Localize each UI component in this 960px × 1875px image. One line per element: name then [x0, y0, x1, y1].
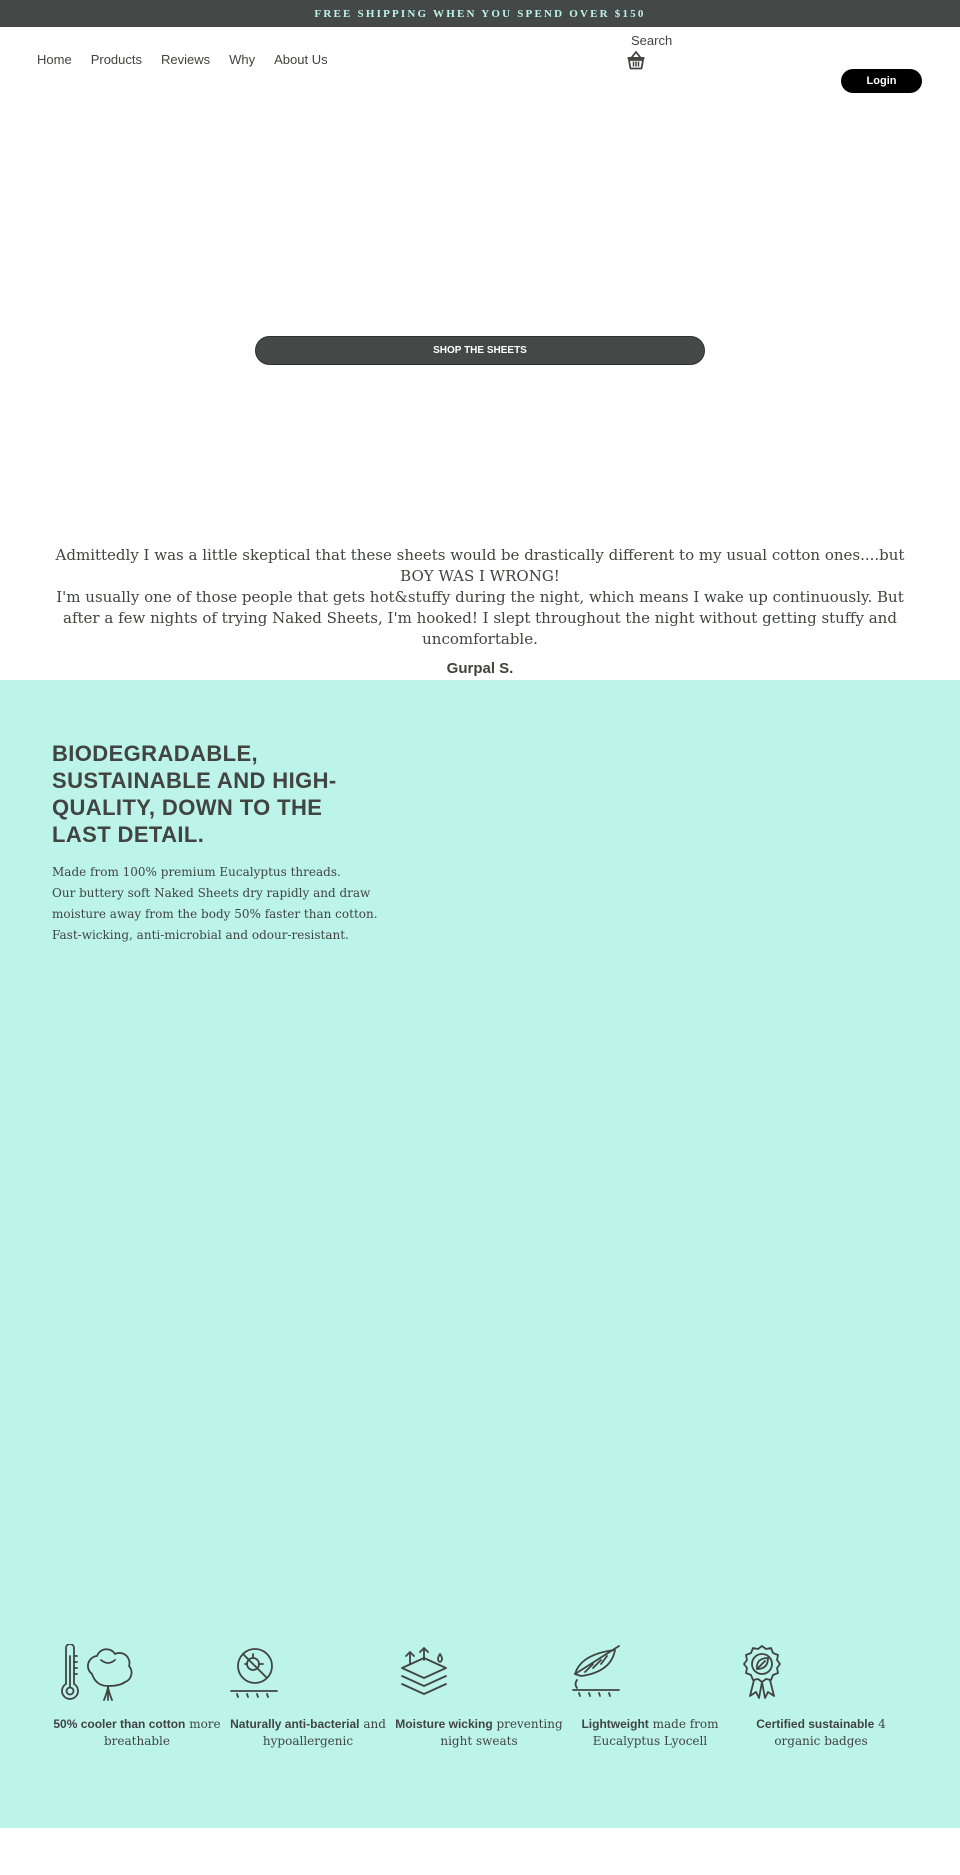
basket-icon[interactable]	[626, 50, 646, 70]
announcement-text: FREE SHIPPING WHEN YOU SPEND OVER $150	[314, 7, 646, 20]
feature-badges	[0, 1640, 960, 1760]
badge-certified-text	[736, 1716, 906, 1750]
badge-lightweight-text	[565, 1716, 735, 1750]
badge-antibacterial-bold: Naturally anti-bacterial	[230, 1717, 360, 1731]
badge-antibacterial-rest: and hypoallergenic	[262, 1717, 386, 1748]
search-link[interactable]: Search	[631, 33, 673, 48]
login-button[interactable]: Login	[841, 69, 922, 93]
review-line-1: Admittedly I was a little skeptical that these sheets would be drastically different to my usual cotton ones....but BOY WAS I WRONG!	[55, 546, 905, 585]
nav-item-about-us[interactable]: About Us	[274, 52, 328, 67]
announcement-bar	[0, 0, 960, 27]
badge-certified-rest: 4 organic badges	[774, 1717, 886, 1748]
nav-item-products[interactable]: Products	[90, 52, 142, 67]
nav-item-home[interactable]: Home	[37, 52, 72, 67]
shop-the-sheets-button[interactable]: SHOP THE SHEETS	[255, 336, 705, 365]
moisture-layers-icon	[400, 1644, 456, 1704]
nav-item-reviews[interactable]: Reviews	[161, 52, 211, 67]
badge-lightweight-bold: Lightweight	[581, 1717, 649, 1731]
feature-body-line: Fast-wicking, anti-microbial and odour-resistant.	[52, 928, 349, 942]
review-line-2: I'm usually one of those people that gets hot&stuffy during the night, which means I wake up continuously. But after a few nights of trying Naked Sheets, I'm hooked! I slept throughout the night without getting stuffy and uncomfortable.	[56, 588, 904, 648]
feature-body-line: Made from 100% premium Eucalyptus threads.	[52, 865, 341, 879]
badge-antibacterial-text	[223, 1716, 393, 1750]
main-nav	[37, 52, 347, 67]
feature-body-line: Our buttery soft Naked Sheets dry rapidly and draw moisture away from the body 50% faster than cotton.	[52, 886, 378, 921]
review-quote	[50, 545, 910, 650]
badge-lightweight-rest: made from Eucalyptus Lyocell	[592, 1717, 719, 1748]
badge-cooler-text	[52, 1716, 222, 1750]
feature-body	[52, 862, 382, 946]
nav-item-why[interactable]: Why	[229, 52, 256, 67]
feature-title: BIODEGRADABLE, SUSTAINABLE AND HIGH-QUALITY, DOWN TO THE LAST DETAIL.	[52, 741, 337, 847]
badge-moisture-bold: Moisture wicking	[395, 1717, 493, 1731]
badge-cooler-rest: more breathable	[104, 1717, 221, 1748]
thermometer-cotton-icon	[58, 1644, 136, 1704]
badge-cooler-bold: 50% cooler than cotton	[53, 1717, 186, 1731]
certified-badge-icon	[742, 1644, 798, 1704]
badge-certified-bold: Certified sustainable	[756, 1717, 875, 1731]
anti-bacterial-icon	[229, 1644, 285, 1704]
feather-icon	[571, 1644, 627, 1704]
badge-moisture-text	[394, 1716, 564, 1750]
review-author: Gurpal S.	[446, 660, 514, 677]
badge-moisture-rest: preventing night sweats	[440, 1717, 563, 1748]
